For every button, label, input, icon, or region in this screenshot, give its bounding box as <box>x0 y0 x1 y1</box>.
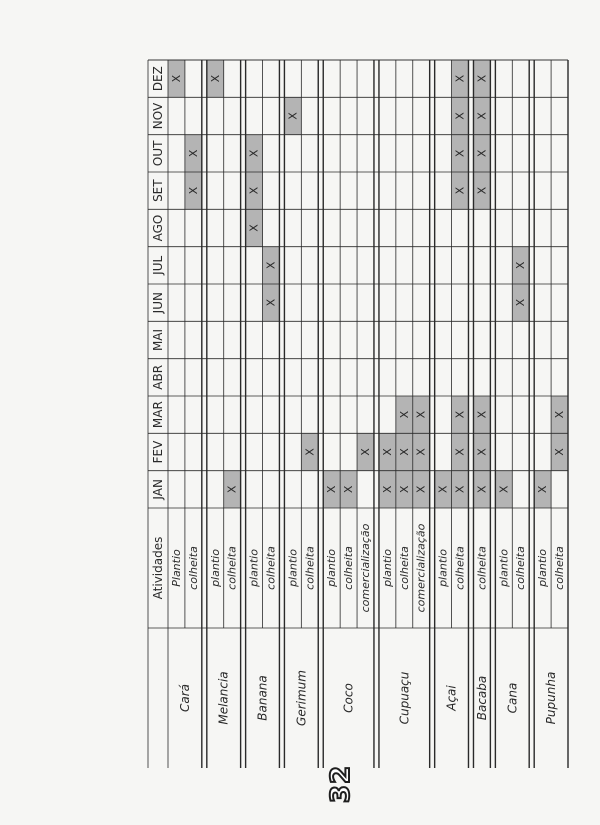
mark-x-group <box>454 410 467 418</box>
mark-x-group <box>187 149 200 157</box>
mark-x: X <box>397 410 411 419</box>
crop-label-group <box>445 685 459 712</box>
mark-x-group <box>454 485 467 493</box>
mark-x: X <box>453 410 467 419</box>
mark-x-group <box>226 485 239 493</box>
activity-label-group <box>553 546 566 590</box>
activity-label: Plantio <box>169 549 183 587</box>
month-header-nov-group <box>151 102 165 129</box>
mark-x-group <box>342 485 355 493</box>
crop-label: Cará <box>177 683 192 713</box>
mark-x: X <box>414 448 428 456</box>
activity-label-group <box>248 549 261 588</box>
mark-x: X <box>475 410 489 419</box>
crop-label: Banana <box>255 675 270 721</box>
month-header-mar-group <box>151 401 165 428</box>
mark-x-group <box>553 410 566 418</box>
mark-x-group <box>398 448 411 456</box>
mark-x-group <box>209 74 222 82</box>
mark-x-group <box>514 298 527 306</box>
mark-x: X <box>225 485 239 494</box>
mark-x-group <box>286 112 299 120</box>
mark-x-group <box>454 74 467 82</box>
mark-x-group <box>248 186 261 194</box>
mark-x: X <box>414 485 428 494</box>
mark-x-group <box>381 448 394 456</box>
mark-x: X <box>475 149 489 158</box>
activity-label: plantio <box>380 549 394 587</box>
activity-label: plantio <box>247 549 261 587</box>
mark-x: X <box>514 298 528 307</box>
mark-x-group <box>248 224 261 232</box>
activity-label-group <box>415 523 428 612</box>
mark-x: X <box>247 149 261 158</box>
mark-x-group <box>475 485 488 493</box>
mark-x-group <box>454 149 467 157</box>
month-header-ago-group <box>151 215 165 242</box>
activity-label-group <box>342 546 355 590</box>
month-header-jan-group <box>151 479 165 501</box>
month-header-jun: JUN <box>151 292 165 314</box>
mark-x: X <box>380 448 394 456</box>
activity-label-group <box>437 549 450 588</box>
month-header-jul: JUL <box>151 255 165 275</box>
mark-x-group <box>437 485 450 493</box>
crop-label: Gerimum <box>294 670 309 726</box>
month-header-fev-group <box>151 440 165 463</box>
mark-x: X <box>397 485 411 494</box>
mark-x: X <box>436 485 450 494</box>
mark-x-group <box>475 74 488 82</box>
month-header-set-group <box>151 179 165 202</box>
mark-x-group <box>475 410 488 418</box>
mark-x: X <box>414 410 428 419</box>
activity-label-group <box>514 546 527 590</box>
crop-label-group <box>178 684 192 712</box>
crop-label-group <box>217 671 231 724</box>
mark-x: X <box>325 485 339 494</box>
activity-label: colheita <box>397 546 411 590</box>
mark-x-group <box>415 485 428 493</box>
mark-x-group <box>415 410 428 418</box>
activity-label: plantio <box>208 549 222 587</box>
crop-label-group <box>342 683 356 713</box>
crop-label: Açai <box>444 685 459 711</box>
month-header-nov: NOV <box>151 102 165 130</box>
mark-x: X <box>453 74 467 83</box>
mark-x: X <box>514 261 528 270</box>
activity-label: colheita <box>475 546 489 590</box>
activity-label: colheita <box>342 546 356 590</box>
mark-x: X <box>359 448 372 456</box>
activity-label-group <box>286 549 299 588</box>
mark-x: X <box>186 149 200 158</box>
mark-x: X <box>475 186 489 195</box>
mark-x: X <box>475 112 489 120</box>
mark-x: X <box>264 298 278 307</box>
crop-label-group <box>475 676 489 721</box>
month-header-dez-group <box>151 66 165 91</box>
mark-x: X <box>303 448 317 456</box>
crop-label-group <box>294 670 308 726</box>
month-header-fev: FEV <box>151 440 165 464</box>
mark-x: X <box>186 186 200 195</box>
activity-label-group <box>536 549 549 588</box>
mark-x-group <box>264 261 277 269</box>
crop-label-group <box>505 683 519 714</box>
mark-x: X <box>453 149 467 158</box>
activity-label: colheita <box>303 546 317 590</box>
activity-label-group <box>209 549 222 588</box>
mark-x: X <box>286 112 300 120</box>
activity-label: plantio <box>325 549 339 587</box>
activity-label-group <box>325 549 338 588</box>
mark-x-group <box>187 186 200 194</box>
month-header-mai: MAI <box>151 328 165 352</box>
month-header-ago: AGO <box>151 214 165 242</box>
crop-label: Bacaba <box>474 675 489 721</box>
activity-label: plantio <box>497 549 511 587</box>
mark-x: X <box>475 74 489 83</box>
activity-label-group <box>226 546 239 590</box>
mark-x: X <box>497 485 511 494</box>
month-header-mai-group <box>151 329 165 351</box>
mark-x: X <box>475 485 489 494</box>
mark-x-group <box>264 298 277 306</box>
mark-x-group <box>553 448 566 456</box>
month-header-jan: JAN <box>151 479 165 500</box>
crop-label: Cana <box>505 682 520 714</box>
mark-x: X <box>453 186 467 195</box>
mark-x-group <box>325 485 338 493</box>
mark-x: X <box>264 261 278 270</box>
header-atividades: Atividades <box>151 536 165 600</box>
mark-x: X <box>453 485 467 494</box>
mark-x-group <box>248 149 261 157</box>
mark-x: X <box>169 74 183 83</box>
mark-x-group <box>398 410 411 418</box>
activity-label: colheita <box>553 546 567 590</box>
activity-label-group <box>303 546 316 590</box>
activity-label: colheita <box>453 546 467 590</box>
mark-x-group <box>303 448 316 456</box>
mark-x: X <box>397 448 411 456</box>
month-header-out: OUT <box>151 140 165 167</box>
month-header-out-group <box>151 140 165 166</box>
month-header-abr-group <box>151 365 165 390</box>
activity-label-group <box>475 546 488 590</box>
activity-label: plantio <box>436 549 450 587</box>
activity-label-group <box>398 546 411 590</box>
activity-label: colheita <box>225 546 239 590</box>
header-atividades-group <box>151 537 165 600</box>
activity-label: plantio <box>536 549 550 587</box>
mark-x-group <box>454 112 467 120</box>
page-number: 32 <box>326 764 356 804</box>
mark-x-group <box>514 261 527 269</box>
mark-x-group <box>475 186 488 194</box>
month-header-dez: DEZ <box>151 66 165 92</box>
mark-x: X <box>247 224 261 232</box>
crop-label: Melancia <box>216 671 231 725</box>
activity-label-group <box>359 523 372 612</box>
mark-x-group <box>398 485 411 493</box>
mark-x: X <box>475 448 489 456</box>
mark-x-group <box>170 74 183 82</box>
month-header-jul-group <box>151 256 165 276</box>
mark-x: X <box>536 485 550 494</box>
mark-x-group <box>475 448 488 456</box>
mark-x-group <box>475 149 488 157</box>
mark-x-group <box>359 448 372 456</box>
activity-label-group <box>454 546 467 590</box>
crop-label-group <box>544 672 558 725</box>
activity-label-group <box>264 546 277 590</box>
mark-x: X <box>453 112 467 120</box>
crop-label: Cupuaçu <box>397 671 412 725</box>
month-header-set: SET <box>151 179 165 202</box>
mark-x: X <box>380 485 394 494</box>
activity-label: colheita <box>514 546 528 590</box>
mark-x-group <box>454 186 467 194</box>
activity-label: plantio <box>286 549 300 587</box>
mark-x-group <box>536 485 549 493</box>
activity-label: colheita <box>186 546 200 590</box>
activity-label: colheita <box>264 546 278 590</box>
activity-label-group <box>170 549 183 587</box>
mark-x-group <box>381 485 394 493</box>
crop-label-group <box>256 675 270 721</box>
mark-x: X <box>553 410 567 419</box>
month-header-abr: ABR <box>151 364 165 390</box>
mark-x-group <box>475 112 488 120</box>
crop-label-group <box>397 671 411 724</box>
mark-x: X <box>553 448 567 456</box>
month-header-jun-group <box>151 292 165 314</box>
activity-label: comercialização <box>414 523 428 613</box>
mark-x: X <box>208 74 222 83</box>
mark-x: X <box>247 186 261 195</box>
activity-label-group <box>497 549 510 588</box>
crop-label: Pupunha <box>544 671 559 725</box>
month-header-mar: MAR <box>151 401 165 429</box>
mark-x: X <box>453 448 467 456</box>
mark-x-group <box>497 485 510 493</box>
mark-x: X <box>342 485 356 494</box>
mark-x-group <box>415 448 428 456</box>
crop-label: Coco <box>341 683 356 713</box>
activity-label-group <box>381 549 394 588</box>
activity-label-group <box>187 546 200 590</box>
mark-x-group <box>454 448 467 456</box>
activity-label: comercialização <box>359 523 372 613</box>
